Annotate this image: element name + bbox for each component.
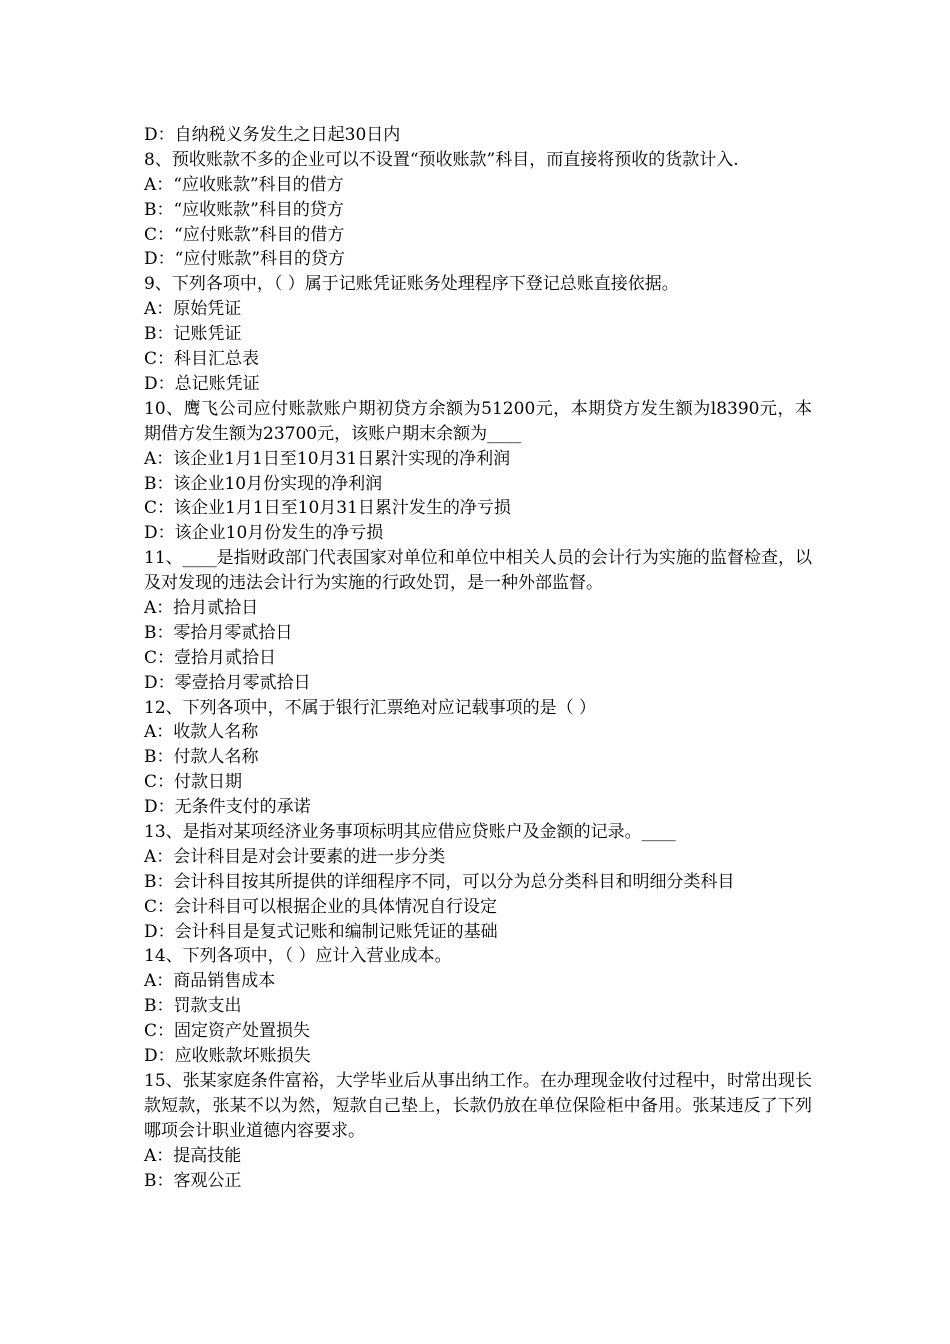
text-line: C：付款日期 — [144, 772, 243, 793]
text-line: 14、下列各项中，（ ）应计入营业成本。 — [144, 946, 452, 967]
text-line: C：壹拾月贰拾日 — [144, 647, 277, 668]
text-line: D：该企业10月份发生的净亏损 — [144, 523, 384, 544]
text-line: A：原始凭证 — [144, 299, 242, 320]
text-line: C：“应付账款”科目的借方 — [144, 224, 345, 245]
text-line: D：应收账款坏账损失 — [144, 1046, 311, 1067]
question-paragraph: 11、____是指财政部门代表国家对单位和单位中相关人员的会计行为实施的监督检查，以及对发现的违法会计行为实施的行政处罚，是一种外部监督。 — [144, 548, 812, 594]
text-line: C：该企业1月1日至10月31日累汁发生的净亏损 — [144, 498, 511, 519]
text-line: B：付款人名称 — [144, 747, 259, 768]
text-line: D：“应付账款”科目的贷方 — [144, 249, 346, 270]
text-line: D：零壹拾月零贰拾日 — [144, 672, 311, 693]
text-line: B：客观公正 — [144, 1170, 242, 1191]
text-line: D：会计科目是复式记账和编制记账凭证的基础 — [144, 921, 498, 942]
text-line: B：该企业10月份实现的净利润 — [144, 473, 383, 494]
question-paragraph: 10、鹰飞公司应付账款账户期初贷方余额为51200元，本期贷方发生额为l8390元，本期借方发生额为23700元，该账户期末余额为____ — [144, 398, 812, 444]
text-line: D：自纳税义务发生之日起30日内 — [144, 125, 401, 145]
text-line: C：会计科目可以根据企业的具体情况自行设定 — [144, 896, 498, 917]
document-body — [144, 123, 812, 1193]
text-line: A：该企业1月1日至10月31日累汁实现的净利润 — [144, 448, 511, 469]
text-line: D：无条件支付的承诺 — [144, 797, 311, 818]
text-line: B：会计科目按其所提供的详细程序不同，可以分为总分类科目和明细分类科目 — [144, 871, 735, 892]
text-line: A：“应收账款”科目的借方 — [144, 174, 344, 195]
text-line: B：记账凭证 — [144, 324, 242, 345]
text-line: D：总记账凭证 — [144, 373, 260, 394]
text-line: A：提高技能 — [144, 1145, 242, 1166]
text-line: A：商品销售成本 — [144, 971, 276, 992]
question-paragraph: 8、预收账款不多的企业可以不设置“预收账款”科目，而直接将预收的货款计入. — [144, 149, 739, 170]
text-line: C：固定资产处置损失 — [144, 1021, 311, 1042]
text-line: 13、是指对某项经济业务事项标明其应借应贷账户及金额的记录。____ — [144, 822, 676, 843]
text-line: B：“应收账款”科目的贷方 — [144, 199, 344, 220]
text-line: 12、下列各项中，不属于银行汇票绝对应记载事项的是（ ） — [144, 697, 597, 718]
text-line: A：会计科目是对会计要素的进一步分类 — [144, 846, 446, 867]
text-line: B：罚款支出 — [144, 996, 242, 1017]
text-line: A：收款人名称 — [144, 722, 259, 743]
text-line: C：科目汇总表 — [144, 349, 260, 370]
text-line: B：零拾月零贰拾日 — [144, 622, 293, 643]
text-line: A：拾月贰拾日 — [144, 598, 259, 618]
text-line: 9、下列各项中，（ ）属于记账凭证账务处理程序下登记总账直接依据。 — [144, 274, 679, 295]
question-paragraph: 15、张某家庭条件富裕，大学毕业后从事出纳工作。在办理现金收付过程中，时常出现长款短款，张某不以为然，短款自己垫上，长款仍放在单位保险柜中备用。张某违反了下列哪项会计职业道德内容要求。 — [144, 1070, 812, 1141]
